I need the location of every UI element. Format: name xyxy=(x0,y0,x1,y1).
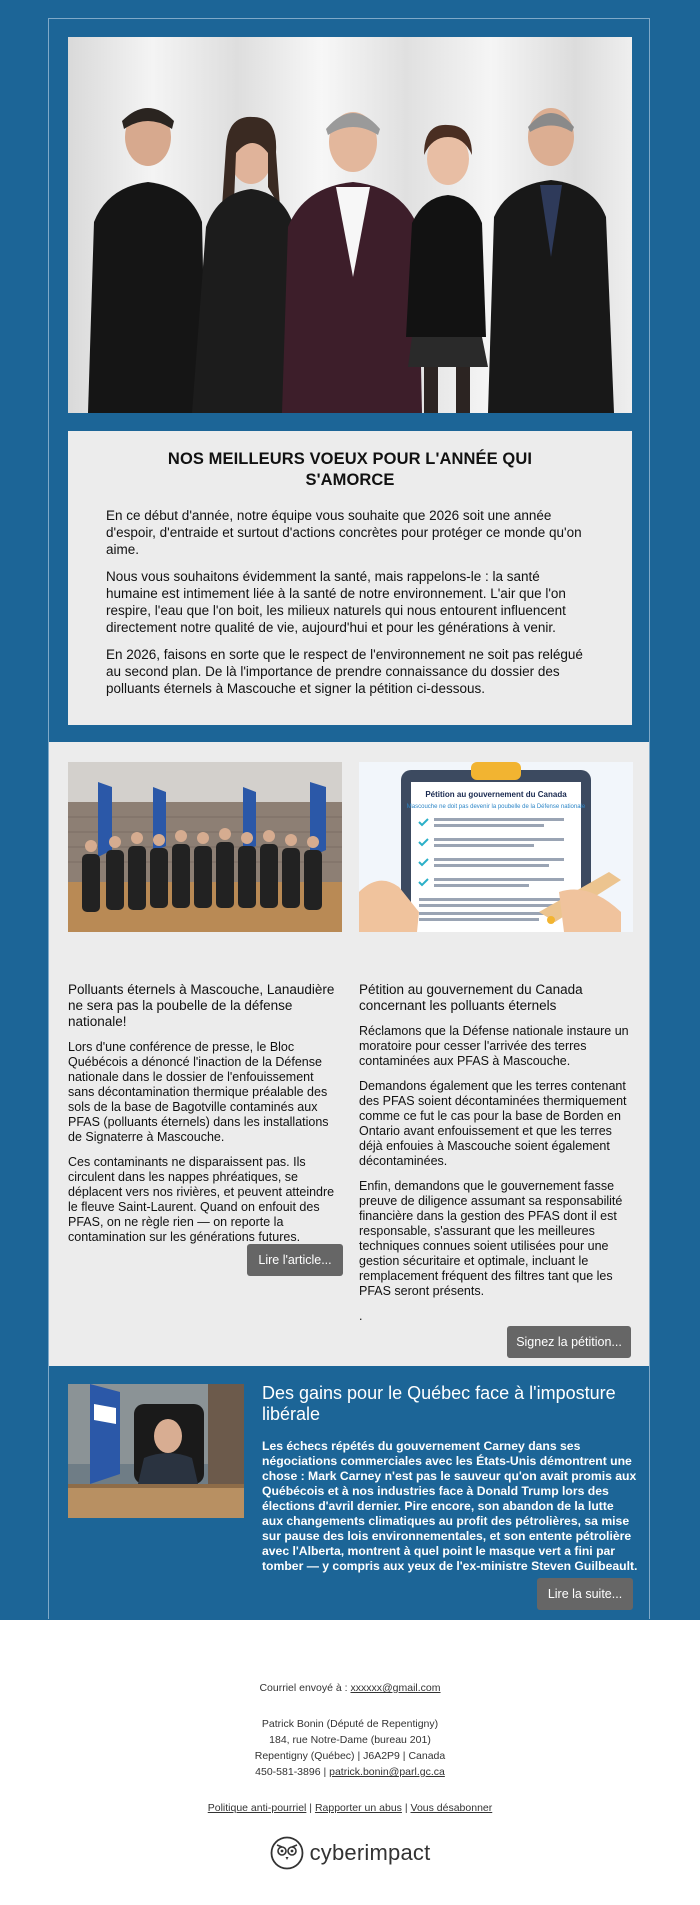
petition-doc-title: Pétition au gouvernement du Canada xyxy=(425,790,567,799)
petition-title[interactable]: Pétition au gouvernement du Canada concernant les polluants éternels xyxy=(359,982,583,1013)
sent-to-label: Courriel envoyé à : xyxy=(259,1682,348,1694)
petition-doc-subtitle: Mascouche ne doit pas devenir la poubelle de la Défense nationale xyxy=(406,804,586,810)
footer xyxy=(0,1680,700,1875)
article-title[interactable]: Polluants éternels à Mascouche, Lanaudière ne sera pas la poubelle de la défense nationale! xyxy=(68,982,335,1029)
wishes-paragraph: En ce début d'année, notre équipe vous souhaite que 2026 soit une année d'espoir, d'entraide et surtout d'actions concrètes pour protéger ce monde qu'on aime. xyxy=(106,508,582,557)
wishes-paragraph: Nous vous souhaitons évidemment la santé, mais rappelons-le : la santé humaine est intimement liée à la santé de notre environnement. L'air que l'on respire, l'eau que l'on boit, les milieux naturels qui nous entourent influencent directement notre qualité de vie, aujourd'hui et pour les générations à venir. xyxy=(106,569,566,635)
petition-paragraph: Réclamons que la Défense nationale instaure un moratoire pour cesser l'arrivée des terres contaminées aux PFAS à Mascouche. xyxy=(359,1024,629,1068)
sender-phone: 450-581-3896 | xyxy=(255,1766,327,1778)
cyberimpact-owl-icon xyxy=(270,1836,304,1870)
press-conference-photo[interactable] xyxy=(68,762,342,932)
recipient-email-link[interactable]: xxxxxx@gmail.com xyxy=(350,1682,441,1694)
wishes-box xyxy=(68,431,632,725)
footer-links xyxy=(0,1800,700,1816)
read-article-button[interactable]: Lire l'article... xyxy=(247,1244,343,1276)
sender-email-link[interactable]: patrick.bonin@parl.gc.ca xyxy=(329,1766,445,1778)
sender-name: Patrick Bonin (Député de Repentigny) xyxy=(261,1718,439,1730)
wishes-paragraph: En 2026, faisons en sorte que le respect de l'environnement ne soit pas relégué au second plan. De là l'importance de prendre connaissance du dossier des polluants éternels à Mascouche et signer la pétition ci-dessous. xyxy=(106,647,583,696)
gains-title[interactable]: Des gains pour le Québec face à l'imposture libérale xyxy=(262,1383,616,1424)
wishes-title: NOS MEILLEURS VOEUX POUR L'ANNÉE QUI S'AMORCE xyxy=(167,450,533,489)
two-column-section xyxy=(49,742,649,1366)
cyberimpact-logo-text: cyberimpact xyxy=(309,1840,431,1865)
sign-petition-button[interactable]: Signez la pétition... xyxy=(507,1326,631,1358)
mp-office-photo[interactable] xyxy=(68,1384,244,1518)
gains-text-block xyxy=(262,1383,638,1574)
sender-contact xyxy=(0,1764,700,1780)
read-more-button[interactable]: Lire la suite... xyxy=(537,1578,633,1610)
petition-column xyxy=(359,982,633,1334)
article-paragraph: Ces contaminants ne disparaissent pas. Ils circulent dans les nappes phréatiques, se déplacent vers nos rivières, et peuvent atteindre le fleuve Saint-Laurent. Quand on enfouit des PFAS, on ne règle rien — on reporte la contamination sur les générations futures. xyxy=(68,1155,335,1244)
petition-illustration[interactable] xyxy=(359,762,633,932)
petition-paragraph: Enfin, demandons que le gouvernement fasse preuve de diligence assumant sa responsabilité financière dans la gestion des PFAS dont il est responsable, s'assurant que les meilleures techniques connues soient utilisées pour une gestion sécuritaire et optimale, incluant le remplacement fréquent des filtres tant que les PFAS seront présents. xyxy=(359,1179,623,1298)
article-column xyxy=(68,982,342,1255)
sender-address: 184, rue Notre-Dame (bureau 201) xyxy=(269,1734,431,1746)
sender-city: Repentigny (Québec) | J6A2P9 | Canada xyxy=(254,1750,446,1762)
petition-paragraph: Demandons également que les terres contenant des PFAS soient décontaminées thermiquement comme ce fut le cas pour la base de Borden en Ontario avant enfouissement et que les terres déjà enfouies à Mascouche soient également décontaminées. xyxy=(359,1079,627,1168)
gains-paragraph: Les échecs répétés du gouvernement Carney dans ses négociations commerciales avec les États-Unis démontrent une chose : Mark Carney n'est pas le sauveur qu'on avait promis aux Québécois et à nos industries face à Donald Trump lors des élections d'avril dernier. Pire encore, son abandon de la lutte aux changements climatiques au profit des pétrolières, sa mise sur pause des lois environnementales, et son entente pétrolière avec l'Alberta, montrent à quel point le masque vert a fini par tomber — y compris aux yeux de l'ex-ministre Steven Guilbeault. xyxy=(262,1439,638,1573)
anti-spam-policy-link[interactable]: Politique anti-pourriel xyxy=(207,1802,307,1814)
separator: | xyxy=(309,1802,313,1814)
report-abuse-link[interactable]: Rapporter un abus xyxy=(314,1802,402,1814)
team-photo xyxy=(68,37,632,413)
petition-paragraph: . xyxy=(359,1309,363,1323)
unsubscribe-link[interactable]: Vous désabonner xyxy=(410,1802,493,1814)
gains-section xyxy=(49,1366,649,1619)
cyberimpact-logo[interactable] xyxy=(270,1836,431,1870)
sent-to-line xyxy=(0,1680,700,1696)
separator: | xyxy=(404,1802,408,1814)
article-paragraph: Lors d'une conférence de presse, le Bloc Québécois a dénoncé l'inaction de la Défense nationale dans le dossier de l'enfouissement sans décontamination thermique préalable des sols de la base de Bagotville contaminés aux PFAS (polluants éternels) dans les installations de Signaterre à Mascouche. xyxy=(68,1040,329,1144)
